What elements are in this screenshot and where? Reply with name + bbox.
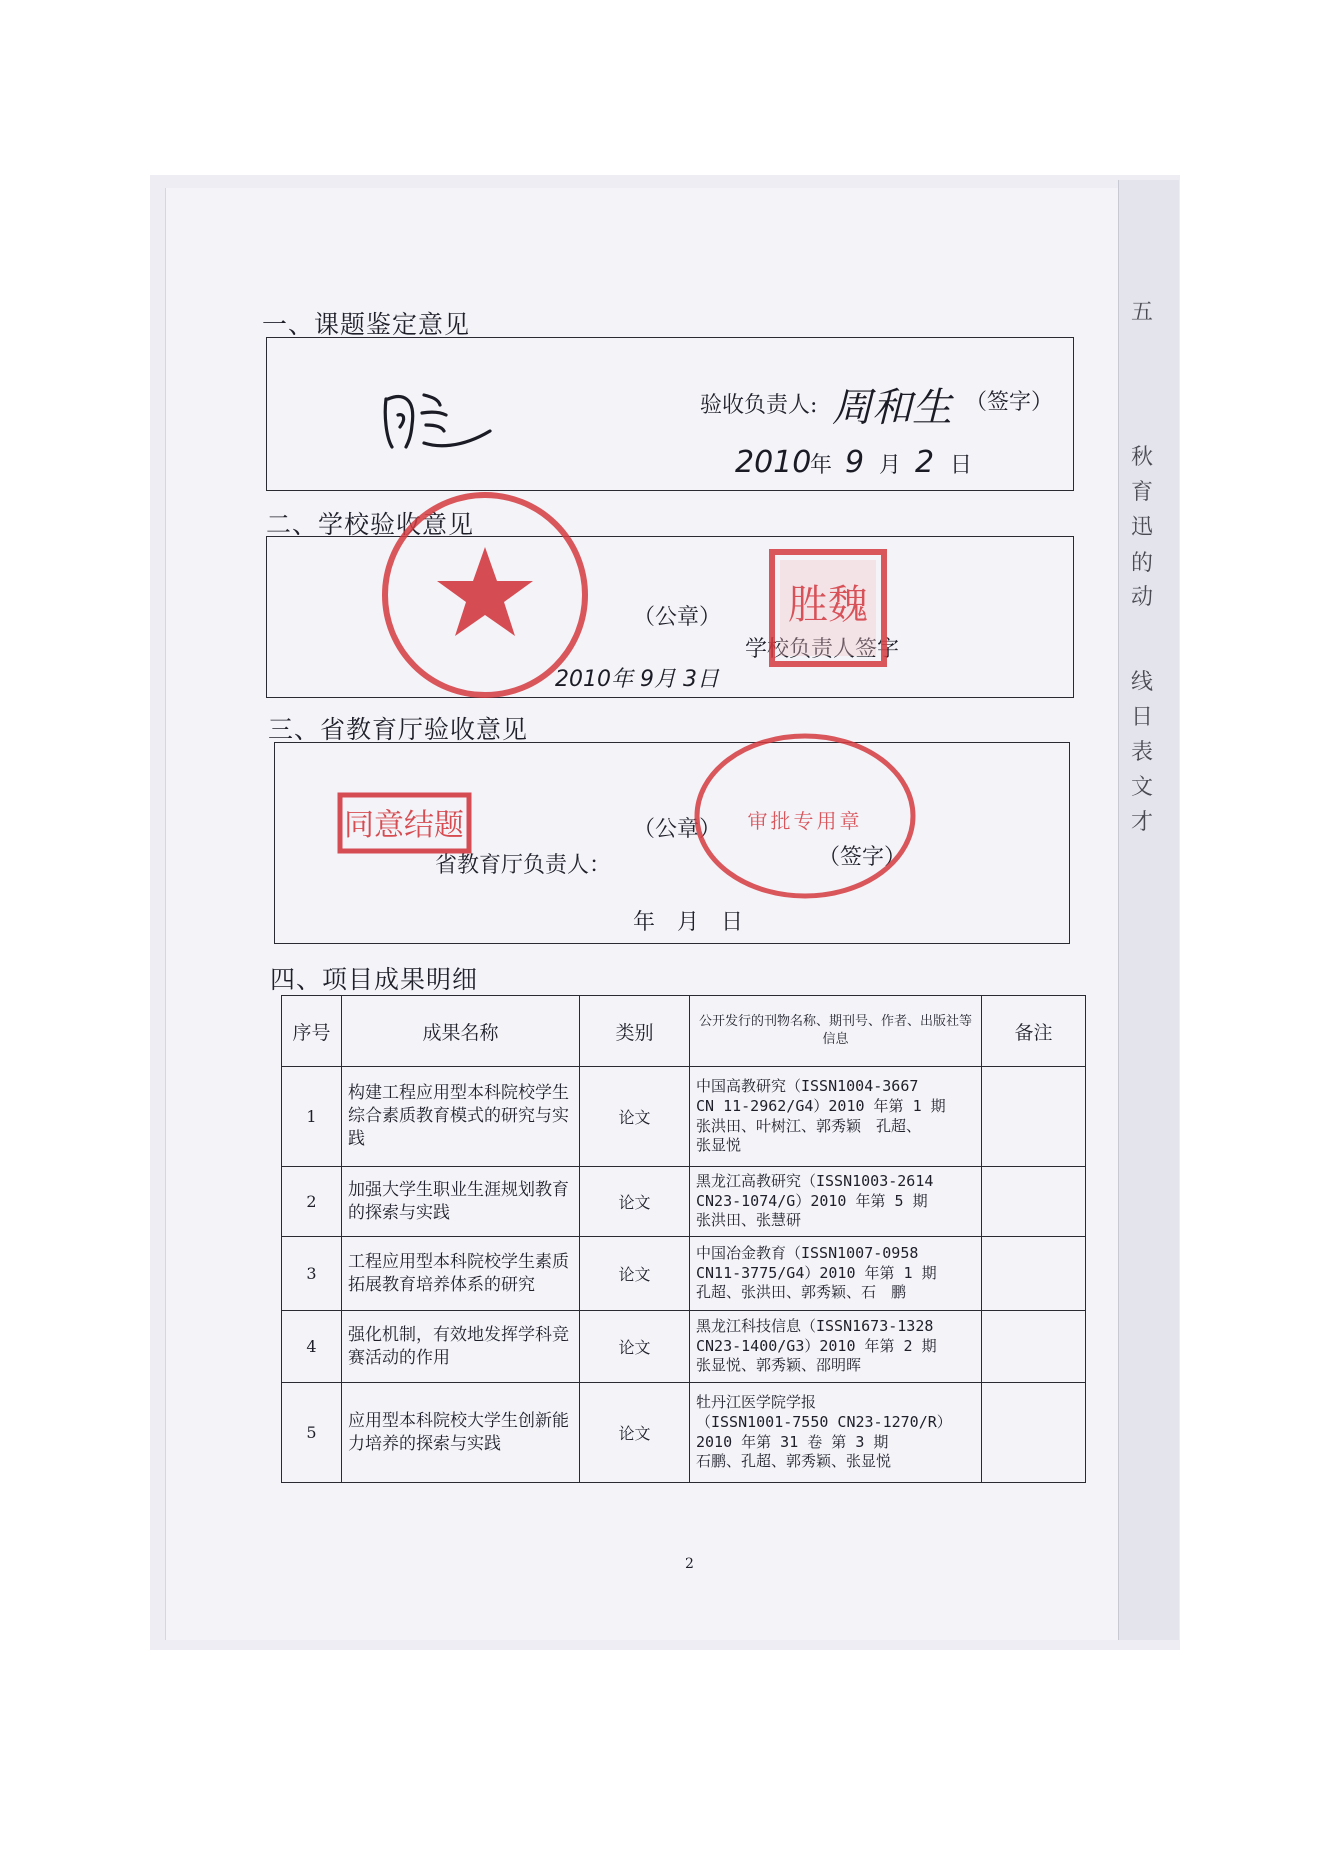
public-seal-label: （公章） bbox=[633, 605, 722, 630]
row-no: 2 bbox=[282, 1167, 342, 1237]
school-principal-label: 学校负责人签字 bbox=[745, 637, 900, 662]
sign-note: （签字） bbox=[965, 390, 1054, 415]
pub-line: 黑龙江科技信息（ISSN1673-1328 bbox=[696, 1316, 934, 1335]
appraisal-date-day: 2 bbox=[915, 445, 935, 480]
pub-line: CN23-1074/G）2010 年第 5 期 bbox=[696, 1191, 928, 1210]
row-publication bbox=[690, 1237, 982, 1311]
row-publication bbox=[690, 1067, 982, 1167]
header-publication: 公开发行的刊物名称、期刊号、作者、出版社等信息 bbox=[690, 996, 982, 1067]
pub-line: CN 11-2962/G4）2010 年第 1 期 bbox=[696, 1096, 946, 1115]
adjacent-page-edge bbox=[1118, 180, 1179, 1640]
pub-line: 牡丹江医学院学报 bbox=[696, 1392, 817, 1411]
month-unit: 月 bbox=[879, 453, 902, 478]
adjacent-page-char: 育 bbox=[1131, 480, 1154, 505]
adjacent-page-char: 文 bbox=[1131, 775, 1154, 800]
pub-line: （ISSN1001-7550 CN23-1270/R） bbox=[696, 1412, 952, 1431]
appraisal-date-year: 2010 bbox=[735, 445, 812, 480]
table-row bbox=[282, 1383, 1086, 1483]
pub-line: 张显悦 bbox=[696, 1136, 742, 1155]
table-row bbox=[282, 1167, 1086, 1237]
pub-line: CN11-3775/G4）2010 年第 1 期 bbox=[696, 1263, 937, 1282]
header-name: 成果名称 bbox=[342, 996, 580, 1067]
table-row bbox=[282, 1311, 1086, 1383]
province-principal-label: 省教育厅负责人： bbox=[435, 853, 612, 878]
row-publication bbox=[690, 1383, 982, 1483]
school-acceptance-date: 2010年 9月 3日 bbox=[555, 667, 719, 692]
pub-line: 2010 年第 31 卷 第 3 期 bbox=[696, 1432, 889, 1451]
row-no: 3 bbox=[282, 1237, 342, 1311]
adjacent-page-char: 的 bbox=[1131, 551, 1154, 576]
row-note bbox=[982, 1237, 1086, 1311]
appraisal-date-month: 9 bbox=[845, 445, 865, 480]
row-name: 加强大学生职业生涯规划教育的探索与实践 bbox=[342, 1167, 580, 1237]
pub-line: 张显悦、郭秀颖、邵明晖 bbox=[696, 1356, 862, 1375]
results-table bbox=[281, 995, 1086, 1483]
adjacent-page-char: 线 bbox=[1131, 670, 1154, 695]
row-name: 构建工程应用型本科院校学生综合素质教育模式的研究与实践 bbox=[342, 1067, 580, 1167]
pub-line: CN23-1400/G3）2010 年第 2 期 bbox=[696, 1336, 937, 1355]
adjacent-page-char: 五 bbox=[1131, 300, 1154, 325]
section-title-results: 四、项目成果明细 bbox=[270, 965, 479, 994]
row-no: 4 bbox=[282, 1311, 342, 1383]
row-type: 论文 bbox=[580, 1237, 690, 1311]
personal-seal-text: 胜魏 bbox=[788, 582, 868, 628]
page-number: 2 bbox=[685, 1556, 694, 1572]
row-note bbox=[982, 1167, 1086, 1237]
table-header-row bbox=[282, 996, 1086, 1067]
responsible-signature: 周和生 bbox=[832, 385, 952, 431]
header-no: 序号 bbox=[282, 996, 342, 1067]
acceptance-responsible-label: 验收负责人: bbox=[700, 393, 818, 418]
adjacent-page-char: 日 bbox=[1131, 705, 1154, 730]
row-type: 论文 bbox=[580, 1383, 690, 1483]
sign-note: （签字） bbox=[818, 845, 907, 870]
table-row bbox=[282, 1067, 1086, 1167]
row-type: 论文 bbox=[580, 1067, 690, 1167]
row-note bbox=[982, 1311, 1086, 1383]
adjacent-page-char: 迅 bbox=[1131, 515, 1154, 540]
pub-line: 黑龙江高教研究（ISSN1003-2614 bbox=[696, 1171, 934, 1190]
row-no: 5 bbox=[282, 1383, 342, 1483]
pub-line: 张洪田、张慧研 bbox=[696, 1211, 802, 1230]
adjacent-page-char: 动 bbox=[1131, 585, 1154, 610]
row-type: 论文 bbox=[580, 1167, 690, 1237]
province-date-line: 年 月 日 bbox=[633, 910, 744, 935]
adjacent-page-char: 秋 bbox=[1131, 445, 1154, 470]
section-title-appraisal: 一、课题鉴定意见 bbox=[262, 310, 471, 339]
row-note bbox=[982, 1067, 1086, 1167]
row-note bbox=[982, 1383, 1086, 1483]
table-row bbox=[282, 1237, 1086, 1311]
row-name: 强化机制，有效地发挥学科竞赛活动的作用 bbox=[342, 1311, 580, 1383]
row-name: 应用型本科院校大学生创新能力培养的探索与实践 bbox=[342, 1383, 580, 1483]
pub-line: 孔超、张洪田、郭秀颖、石 鹏 bbox=[696, 1283, 907, 1302]
province-seal-purpose: 审批专用章 bbox=[747, 809, 863, 833]
pub-line: 中国高教研究（ISSN1004-3667 bbox=[696, 1076, 919, 1095]
pub-line: 张洪田、叶树江、郭秀颖 孔超、 bbox=[696, 1116, 922, 1135]
day-unit: 日 bbox=[950, 453, 973, 478]
adjacent-page-char: 才 bbox=[1131, 810, 1154, 835]
handwritten-opinion-agree bbox=[380, 385, 500, 455]
header-note: 备注 bbox=[982, 996, 1086, 1067]
section-title-school-acceptance: 二、学校验收意见 bbox=[266, 510, 475, 539]
section-title-province-acceptance: 三、省教育厅验收意见 bbox=[268, 715, 529, 744]
row-name: 工程应用型本科院校学生素质拓展教育培养体系的研究 bbox=[342, 1237, 580, 1311]
agree-stamp-text: 同意结题 bbox=[344, 808, 464, 843]
row-publication bbox=[690, 1311, 982, 1383]
pub-line: 中国冶金教育（ISSN1007-0958 bbox=[696, 1243, 919, 1262]
year-unit: 年 bbox=[810, 453, 833, 478]
row-publication bbox=[690, 1167, 982, 1237]
pub-line: 石鹏、孔超、郭秀颖、张显悦 bbox=[696, 1452, 892, 1471]
row-type: 论文 bbox=[580, 1311, 690, 1383]
adjacent-page-char: 表 bbox=[1131, 740, 1154, 765]
public-seal-label: （公章） bbox=[633, 817, 722, 842]
row-no: 1 bbox=[282, 1067, 342, 1167]
header-type: 类别 bbox=[580, 996, 690, 1067]
